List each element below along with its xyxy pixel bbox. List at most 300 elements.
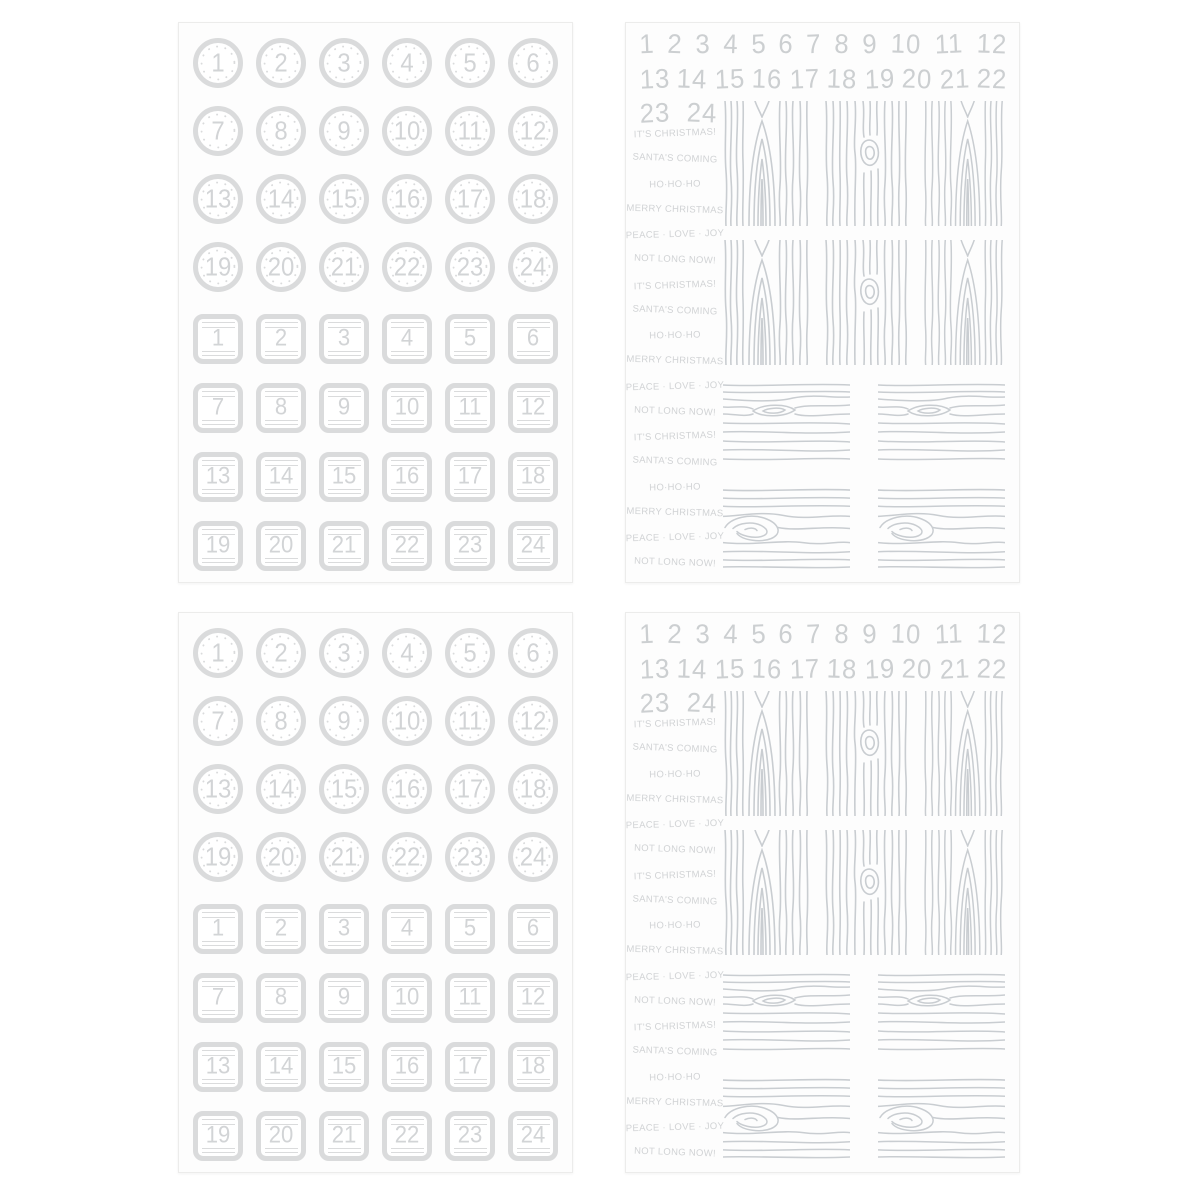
square-number: 21 (331, 1121, 357, 1149)
calendar-number: 11 (934, 28, 964, 60)
square-number: 15 (331, 1052, 357, 1080)
circle-number-sticker (508, 764, 558, 814)
sentiment-text: NOT LONG NOW! (633, 404, 717, 419)
calendar-number: 7 (806, 28, 823, 60)
circle-number-sticker (256, 38, 306, 88)
square-number-sticker (382, 1042, 432, 1092)
square-number-sticker (445, 383, 495, 433)
circle-number: 24 (519, 251, 547, 282)
circle-number: 5 (463, 637, 477, 668)
circle-number-sticker (319, 832, 369, 882)
square-number: 24 (520, 1121, 546, 1149)
circle-number: 10 (393, 115, 421, 146)
square-number-sticker (319, 904, 369, 954)
square-number-sticker (193, 1042, 243, 1092)
calendar-number: 3 (694, 618, 712, 650)
square-stickers-grid (193, 904, 558, 1161)
circle-number-sticker (382, 832, 432, 882)
calendar-number: 14 (676, 653, 709, 685)
calendar-number: 15 (714, 63, 746, 95)
square-number-sticker (445, 1042, 495, 1092)
calendar-numbers-row-2 (639, 63, 1008, 95)
calendar-number: 24 (686, 97, 718, 129)
circle-number-sticker (508, 628, 558, 678)
circle-number-sticker (382, 38, 432, 88)
woodgrain-panel-vertical-knot (822, 691, 912, 816)
square-number: 12 (520, 393, 546, 421)
square-number: 18 (520, 462, 546, 490)
square-number: 14 (268, 1052, 294, 1080)
square-number: 4 (400, 914, 414, 942)
circle-number-sticker (445, 696, 495, 746)
circle-number: 1 (211, 47, 225, 78)
square-number-sticker (445, 1111, 495, 1161)
calendar-numbers-row-2 (639, 653, 1008, 685)
calendar-number: 5 (750, 618, 767, 650)
circle-number-sticker (256, 764, 306, 814)
sentiment-text: SANTA'S COMING (632, 151, 718, 166)
woodgrain-panel-vertical (921, 830, 1005, 955)
circle-number: 22 (393, 251, 421, 282)
circle-number-sticker (445, 174, 495, 224)
circle-number-sticker (508, 38, 558, 88)
circle-number: 14 (267, 773, 295, 804)
calendar-number: 17 (788, 653, 821, 685)
square-number: 21 (331, 531, 357, 559)
circle-number-sticker (445, 764, 495, 814)
square-number-sticker (319, 521, 369, 571)
circle-number: 5 (463, 47, 477, 78)
circle-number-sticker (193, 174, 243, 224)
square-number-sticker (319, 1042, 369, 1092)
circle-number-sticker (508, 242, 558, 292)
circle-number-sticker (193, 38, 243, 88)
circle-number-sticker (319, 242, 369, 292)
circle-number: 17 (456, 183, 484, 214)
square-number: 16 (394, 1052, 420, 1080)
sentiment-text: IT'S CHRISTMAS! (633, 429, 717, 444)
calendar-number: 16 (751, 653, 784, 685)
circle-number: 20 (267, 841, 295, 872)
square-number-sticker (319, 383, 369, 433)
square-number-sticker (508, 452, 558, 502)
circle-number: 11 (457, 115, 483, 146)
square-number: 4 (400, 324, 414, 352)
sentiment-text: PEACE · LOVE · JOY (625, 1120, 725, 1135)
circle-number-sticker (382, 764, 432, 814)
square-number-sticker (508, 1111, 558, 1161)
square-number: 1 (211, 914, 225, 942)
square-number: 13 (205, 1052, 231, 1080)
circle-number-sticker (508, 106, 558, 156)
square-number: 8 (274, 393, 288, 421)
woodgrain-panel-horizontal-swirl (878, 1075, 1005, 1161)
square-number-sticker (256, 452, 306, 502)
circle-number-sticker (319, 764, 369, 814)
square-number: 19 (205, 531, 231, 559)
square-number-sticker (508, 521, 558, 571)
sentiment-text: SANTA'S COMING (632, 741, 718, 756)
square-number-sticker (382, 904, 432, 954)
square-number: 8 (274, 983, 288, 1011)
woodgrain-panel-vertical (921, 101, 1005, 226)
woodgrain-panel-horizontal-swirl (878, 485, 1005, 571)
calendar-number: 17 (788, 63, 821, 95)
sentiment-text: SANTA'S COMING (632, 893, 718, 908)
circle-number-sticker (256, 696, 306, 746)
sentiment-text: NOT LONG NOW! (633, 252, 717, 267)
sentiment-text: NOT LONG NOW! (633, 555, 717, 570)
square-number: 24 (520, 531, 546, 559)
woodgrain-row-vertical-1 (722, 101, 1005, 226)
calendar-number: 8 (834, 618, 851, 650)
circle-number: 23 (456, 251, 484, 282)
sentiment-text: PEACE · LOVE · JOY (625, 817, 725, 832)
sheet-number-stickers-1 (178, 22, 573, 583)
square-number: 18 (520, 1052, 546, 1080)
square-number-sticker (382, 521, 432, 571)
sentiment-text: IT'S CHRISTMAS! (633, 1019, 717, 1034)
circle-stickers-grid (193, 628, 558, 882)
woodgrain-panel-vertical (921, 691, 1005, 816)
woodgrain-row-horizontal-1 (723, 971, 1005, 1056)
calendar-numbers-row-1 (638, 618, 1008, 650)
square-number-sticker (508, 973, 558, 1023)
sentiments-column (625, 121, 725, 576)
circle-number-sticker (256, 106, 306, 156)
square-number: 3 (337, 324, 351, 352)
circle-number: 2 (274, 47, 288, 78)
circle-number-sticker (193, 106, 243, 156)
square-number: 5 (463, 914, 477, 942)
square-number: 23 (457, 531, 483, 559)
square-number-sticker (382, 973, 432, 1023)
calendar-number: 13 (639, 653, 671, 685)
sentiment-text: MERRY CHRISTMAS (626, 505, 724, 520)
woodgrain-row-horizontal-1 (723, 381, 1005, 466)
square-number-sticker (508, 383, 558, 433)
circle-number-sticker (382, 242, 432, 292)
sentiment-text: PEACE · LOVE · JOY (625, 530, 725, 545)
circle-number-sticker (193, 764, 243, 814)
sentiment-text: NOT LONG NOW! (633, 994, 717, 1009)
circle-number: 17 (456, 773, 484, 804)
sentiment-text: HO·HO·HO (649, 919, 701, 932)
square-number-sticker (508, 904, 558, 954)
calendar-number: 18 (826, 653, 858, 685)
square-number: 6 (526, 914, 540, 942)
square-number: 9 (337, 393, 351, 421)
circle-number-sticker (508, 832, 558, 882)
calendar-number: 21 (938, 653, 971, 685)
sentiment-text: NOT LONG NOW! (633, 842, 717, 857)
woodgrain-panel-horizontal (878, 381, 1005, 466)
sentiment-text: IT'S CHRISTMAS! (633, 868, 717, 883)
square-number-sticker (445, 973, 495, 1023)
circle-number: 23 (456, 841, 484, 872)
circle-number: 19 (204, 841, 232, 872)
sentiment-text: NOT LONG NOW! (633, 1145, 717, 1160)
sentiment-text: IT'S CHRISTMAS! (633, 278, 717, 293)
circle-number: 15 (330, 773, 358, 804)
circle-number: 22 (393, 841, 421, 872)
calendar-number: 19 (863, 63, 896, 95)
circle-number: 19 (204, 251, 232, 282)
woodgrain-row-vertical-2 (722, 240, 1005, 365)
circle-number: 6 (526, 637, 540, 668)
circle-number: 11 (457, 705, 483, 736)
square-number-sticker (319, 973, 369, 1023)
square-number: 7 (211, 393, 225, 421)
square-number-sticker (193, 973, 243, 1023)
woodgrain-panel-horizontal-swirl (723, 1075, 850, 1161)
square-number-sticker (256, 1111, 306, 1161)
woodgrain-panel-vertical (722, 240, 812, 365)
woodgrain-panel-horizontal-swirl (723, 485, 850, 571)
sentiment-text: PEACE · LOVE · JOY (625, 969, 725, 983)
circle-number: 12 (519, 705, 547, 736)
circle-number: 12 (519, 115, 547, 146)
calendar-number: 10 (890, 28, 922, 60)
calendar-number: 8 (834, 28, 851, 60)
square-number: 22 (394, 1121, 420, 1149)
square-number-sticker (445, 452, 495, 502)
square-number-sticker (256, 521, 306, 571)
sentiment-text: HO·HO·HO (649, 1071, 701, 1084)
circle-number-sticker (445, 628, 495, 678)
square-number-sticker (256, 383, 306, 433)
woodgrain-row-horizontal-2 (723, 485, 1005, 571)
sheet-sentiments-woodgrain-1 (625, 22, 1020, 583)
circle-number-sticker (445, 106, 495, 156)
circle-number-sticker (193, 628, 243, 678)
calendar-number: 11 (934, 618, 964, 650)
sentiment-text: MERRY CHRISTMAS (626, 944, 724, 958)
square-number: 20 (268, 1121, 294, 1149)
circle-number: 16 (393, 183, 421, 214)
sheet-sentiments-woodgrain-2 (625, 612, 1020, 1173)
square-number-sticker (193, 383, 243, 433)
circle-number-sticker (508, 174, 558, 224)
circle-number-sticker (193, 832, 243, 882)
sentiment-text: MERRY CHRISTMAS (626, 792, 724, 807)
square-number-sticker (382, 452, 432, 502)
square-number-sticker (445, 521, 495, 571)
sentiment-text: HO·HO·HO (649, 481, 701, 494)
circle-number: 3 (337, 47, 351, 78)
woodgrain-panel-vertical-knot (822, 240, 912, 365)
square-number: 10 (394, 983, 420, 1011)
circle-number-sticker (319, 628, 369, 678)
woodgrain-panel-vertical-knot (822, 830, 912, 955)
woodgrain-panel-vertical-knot (822, 101, 912, 226)
circle-number-sticker (256, 832, 306, 882)
calendar-number: 24 (686, 687, 718, 719)
woodgrain-panel-horizontal (723, 971, 850, 1056)
calendar-number: 1 (638, 28, 656, 60)
calendar-number: 6 (778, 28, 795, 60)
sentiment-text: HO·HO·HO (649, 329, 701, 342)
circle-number: 15 (330, 183, 358, 214)
square-number: 9 (337, 983, 351, 1011)
woodgrain-row-horizontal-2 (723, 1075, 1005, 1161)
sentiments-column (625, 711, 725, 1166)
circle-number: 18 (519, 183, 547, 214)
square-number-sticker (319, 452, 369, 502)
calendar-number: 4 (722, 618, 739, 650)
circle-number: 24 (519, 841, 547, 872)
square-number: 15 (331, 462, 357, 490)
circle-number-sticker (256, 174, 306, 224)
circle-number: 18 (519, 773, 547, 804)
square-number-sticker (193, 452, 243, 502)
calendar-number: 9 (861, 618, 879, 650)
sentiment-text: SANTA'S COMING (632, 454, 718, 469)
square-number: 1 (211, 324, 225, 352)
circle-number: 8 (274, 115, 288, 146)
square-number: 7 (211, 983, 225, 1011)
square-stickers-grid (193, 314, 558, 571)
circle-number-sticker (445, 242, 495, 292)
circle-number: 8 (274, 705, 288, 736)
square-number: 6 (526, 324, 540, 352)
sentiment-text: SANTA'S COMING (632, 1044, 718, 1059)
circle-number: 16 (393, 773, 421, 804)
square-number: 3 (337, 914, 351, 942)
square-number: 12 (520, 983, 546, 1011)
circle-number: 14 (267, 183, 295, 214)
sentiment-text: PEACE · LOVE · JOY (625, 227, 725, 242)
square-number: 2 (274, 914, 288, 942)
calendar-number: 20 (901, 63, 933, 95)
square-number-sticker (382, 1111, 432, 1161)
calendar-number: 7 (806, 618, 823, 650)
square-number-sticker (382, 383, 432, 433)
sheet-number-stickers-2 (178, 612, 573, 1173)
woodgrain-panel-vertical (722, 691, 812, 816)
calendar-number: 14 (676, 63, 709, 95)
circle-number-sticker (445, 38, 495, 88)
calendar-number: 18 (826, 63, 858, 95)
calendar-number: 23 (639, 97, 671, 129)
square-number: 23 (457, 1121, 483, 1149)
square-number-sticker (445, 904, 495, 954)
sentiment-text: HO·HO·HO (649, 178, 701, 191)
calendar-number: 21 (938, 63, 971, 95)
square-number: 13 (205, 462, 231, 490)
circle-number: 21 (330, 841, 358, 872)
woodgrain-panel-vertical (921, 240, 1005, 365)
square-number-sticker (193, 314, 243, 364)
calendar-numbers-row-1 (638, 28, 1008, 60)
woodgrain-row-vertical-2 (722, 830, 1005, 955)
calendar-number: 23 (639, 687, 671, 719)
circle-number: 7 (211, 705, 225, 736)
circle-number: 13 (204, 183, 232, 214)
circle-number: 2 (274, 637, 288, 668)
calendar-number: 9 (861, 28, 879, 60)
circle-number: 6 (526, 47, 540, 78)
circle-number: 21 (330, 251, 358, 282)
calendar-number: 2 (666, 28, 684, 60)
square-number: 19 (205, 1121, 231, 1149)
calendar-number: 22 (976, 63, 1008, 95)
woodgrain-row-vertical-1 (722, 691, 1005, 816)
square-number-sticker (382, 314, 432, 364)
circle-number-sticker (445, 832, 495, 882)
circle-number-sticker (319, 174, 369, 224)
square-number-sticker (256, 314, 306, 364)
square-number: 2 (274, 324, 288, 352)
circle-number: 3 (337, 637, 351, 668)
square-number: 5 (463, 324, 477, 352)
circle-number: 9 (337, 115, 351, 146)
circle-number-sticker (193, 696, 243, 746)
square-number-sticker (319, 1111, 369, 1161)
square-number: 22 (394, 531, 420, 559)
square-number-sticker (508, 314, 558, 364)
square-number: 17 (457, 462, 483, 490)
square-number-sticker (256, 1042, 306, 1092)
calendar-number: 12 (976, 28, 1008, 60)
circle-number-sticker (382, 174, 432, 224)
circle-number-sticker (382, 628, 432, 678)
square-number: 11 (458, 393, 482, 421)
circle-number: 4 (400, 637, 414, 668)
square-number-sticker (193, 521, 243, 571)
square-number: 14 (268, 462, 294, 490)
calendar-number: 19 (863, 653, 896, 685)
circle-number-sticker (193, 242, 243, 292)
square-number-sticker (256, 973, 306, 1023)
sentiment-text: IT'S CHRISTMAS! (633, 126, 717, 141)
calendar-number: 15 (714, 653, 746, 685)
circle-number: 9 (337, 705, 351, 736)
sentiment-text: MERRY CHRISTMAS (626, 1095, 724, 1110)
calendar-number: 10 (890, 618, 922, 650)
sentiment-text: MERRY CHRISTMAS (626, 202, 724, 217)
calendar-number: 5 (750, 28, 767, 60)
square-number-sticker (256, 904, 306, 954)
calendar-number: 6 (778, 618, 795, 650)
circle-number-sticker (382, 106, 432, 156)
circle-number: 20 (267, 251, 295, 282)
circle-stickers-grid (193, 38, 558, 292)
calendar-number: 3 (694, 28, 712, 60)
sentiment-text: PEACE · LOVE · JOY (625, 379, 725, 393)
calendar-number: 13 (639, 63, 671, 95)
square-number-sticker (508, 1042, 558, 1092)
calendar-number: 1 (638, 618, 656, 650)
calendar-number: 2 (666, 618, 684, 650)
woodgrain-panel-vertical (722, 830, 812, 955)
sentiment-text: MERRY CHRISTMAS (626, 354, 724, 368)
circle-number-sticker (319, 106, 369, 156)
square-number: 11 (458, 983, 482, 1011)
circle-number-sticker (256, 628, 306, 678)
woodgrain-panel-horizontal (723, 381, 850, 466)
calendar-number: 20 (901, 653, 933, 685)
square-number-sticker (445, 314, 495, 364)
circle-number: 7 (211, 115, 225, 146)
circle-number: 4 (400, 47, 414, 78)
woodgrain-panel-horizontal (878, 971, 1005, 1056)
circle-number-sticker (508, 696, 558, 746)
square-number-sticker (193, 904, 243, 954)
circle-number-sticker (319, 696, 369, 746)
woodgrain-panel-vertical (722, 101, 812, 226)
sentiment-text: IT'S CHRISTMAS! (633, 716, 717, 731)
